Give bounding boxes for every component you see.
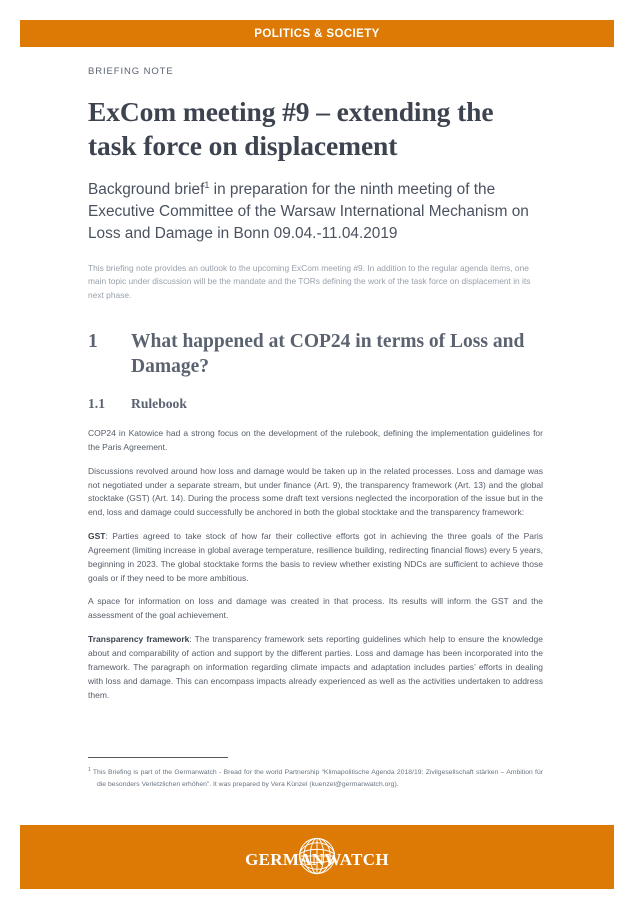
paragraph-lead-term: GST xyxy=(88,531,106,542)
germanwatch-logo xyxy=(222,832,412,882)
document-abstract: This briefing note provides an outlook to the upcoming ExCom meeting #9. In addition to the regular agenda items, one main topic under discussion will be the mandate and the TORs defining the work of the task force on displacement in its next phase. xyxy=(88,262,531,301)
document-kicker: BRIEFING NOTE xyxy=(88,66,174,77)
footnote-text: This Briefing is part of the Germanwatch - Bread for the world Partnership “Klimapolitische Agenda 2018/19: Zivilgesellschaft stärken – Ambition für die besonders Verletzlichen erhöhen”. It was prepared by Vera Künzel (kuenzel@germanwatch.org). xyxy=(92,769,543,788)
footnote-area xyxy=(88,757,543,790)
paragraph-text: : The transparency framework sets reporting guidelines which help to ensure the knowledge about and comparability of action and support by the different parties. Loss and damage has been incorporated into the framework. The paragraph on information regarding climate impacts and adaptation includes parties’ efforts in dealing with loss and damage. This can encompass impacts already experienced as well as the activities undertaken to address them. xyxy=(88,634,543,700)
body-paragraph xyxy=(88,530,543,585)
section-number-1-1: 1.1 xyxy=(88,396,105,412)
paragraph-lead-term: Transparency framework xyxy=(88,634,190,645)
document-content xyxy=(88,66,543,712)
paragraph-text: COP24 in Katowice had a strong focus on the development of the rulebook, defining the implementation guidelines for the Paris Agreement. xyxy=(88,428,543,452)
paragraph-text: Discussions revolved around how loss and damage would be taken up in the related processes. Loss and damage was not negotiated under a separate stream, but under finance (Art. 9), the transparency framework (Art. 13) and the global stocktake (GST) (Art. 14). During the process some draft text versions neglected the incorporation of the issue but in the end, loss and damage could successfully be anchored in both the global stocktake and the transparency framework: xyxy=(88,465,543,518)
category-banner xyxy=(20,20,614,47)
footnote-entry xyxy=(88,767,543,790)
subtitle-text-rest: in preparation for the ninth meeting of the Executive Committee of the Warsaw International Mechanism on Loss and Damage in Bonn 09.04.-11.04.2019 xyxy=(88,181,529,242)
section-title-1-1: Rulebook xyxy=(131,396,187,412)
section-heading-1 xyxy=(88,329,543,380)
paragraph-text: A space for information on loss and damage was created in that process. Its results will inform the GST and the assessment of the goal achievement. xyxy=(88,596,543,621)
category-label: POLITICS & SOCIETY xyxy=(254,27,380,40)
section-number-1: 1 xyxy=(88,330,98,352)
body-paragraph xyxy=(88,633,543,702)
document-footer xyxy=(20,825,614,889)
section-title-1: What happened at COP24 in terms of Loss and Damage? xyxy=(131,330,525,377)
document-subtitle xyxy=(88,179,543,245)
section-heading-1-1 xyxy=(88,395,543,413)
footnote-marker: 1 xyxy=(88,766,91,773)
body-paragraph xyxy=(88,465,543,520)
subtitle-text-lead: Background brief xyxy=(88,181,205,199)
footnote-separator xyxy=(88,757,228,758)
subtitle-footnote-ref[interactable]: 1 xyxy=(204,180,210,191)
paragraph-text: : Parties agreed to take stock of how far their collective efforts got in achieving the three goals of the Paris Agreement (limiting increase in global average temperature, resilience building, redirecting financial flows) every 5 years, beginning in 2023. The global stocktake forms the basis to review whether existing NDCs are sufficient to achieve those goals or if they need to be more ambitious. xyxy=(88,531,543,583)
page-title: ExCom meeting #9 – extending the task force on displacement xyxy=(88,96,494,162)
body-paragraph xyxy=(88,427,543,455)
organization-name: GERMANWATCH xyxy=(245,850,389,869)
body-paragraph xyxy=(88,595,543,623)
